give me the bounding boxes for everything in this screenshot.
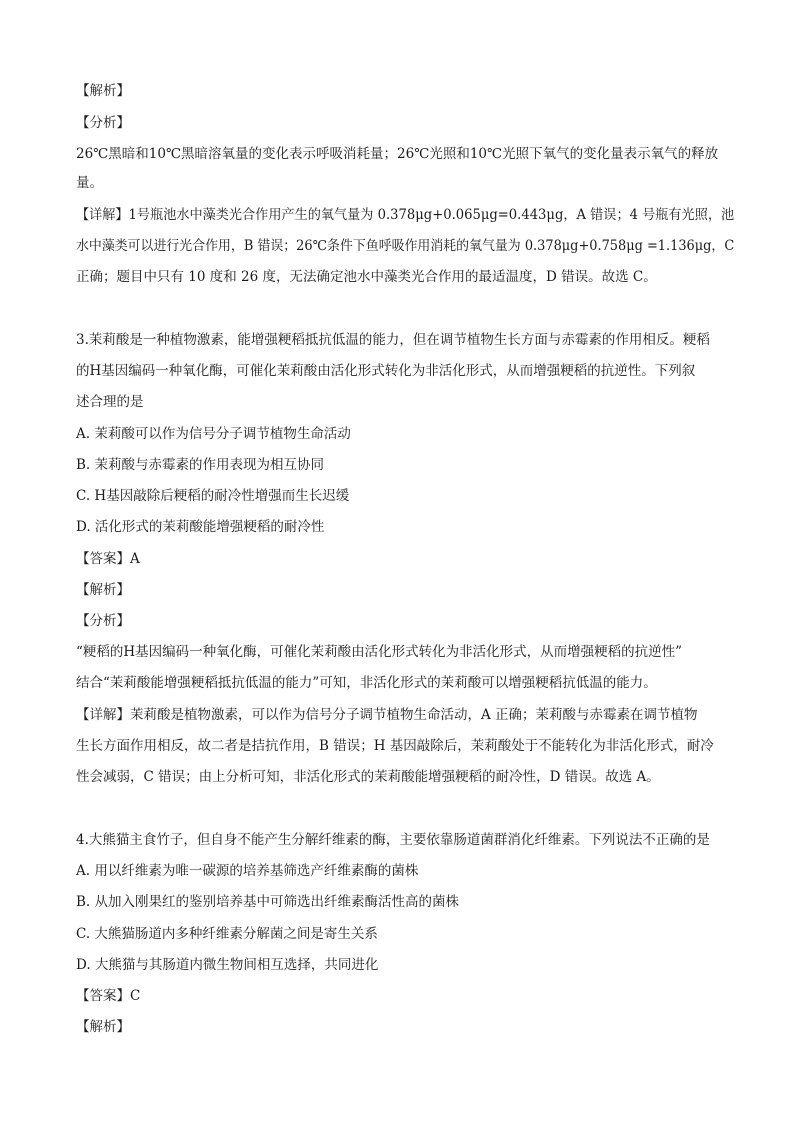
q3-xiangjie-line3: 性会减弱，C 错误；由上分析可知，非活化形式的茉莉酸能增强粳稻的耐冷性，D 错误。故选 A。 bbox=[76, 769, 660, 785]
fenxi-text-line1: 26℃黑暗和10℃黑暗溶氧量的变化表示呼吸消耗量；26℃光照和10℃光照下氧气的变化量表示氧气的释放 bbox=[76, 146, 719, 162]
q3-stem-line2: 的H基因编码一种氧化酶，可催化茉莉酸由活化形式转化为非活化形式，从而增强粳稻的抗逆性。下列叙 bbox=[76, 363, 696, 379]
q4-jiexi-heading: 【解析】 bbox=[76, 1019, 130, 1035]
q4-stem-line1: 4.大熊猫主食竹子，但自身不能产生分解纤维素的酶，主要依靠肠道菌群消化纤维素。下列说法不正确的是 bbox=[76, 832, 710, 848]
q3-fenxi-line1: “粳稻的H基因编码一种氧化酶，可催化茉莉酸由活化形式转化为非活化形式，从而增强粳稻的抗逆性” bbox=[76, 644, 683, 660]
fenxi-heading: 【分析】 bbox=[76, 115, 130, 131]
q4-answer: 【答案】C bbox=[76, 988, 141, 1004]
q3-xiangjie-line2: 生长方面作用相反，故二者是拮抗作用，B 错误；H 基因敲除后，茉莉酸处于不能转化为非活化形式，耐冷 bbox=[76, 738, 714, 754]
q3-answer: 【答案】A bbox=[76, 551, 140, 567]
q3-jiexi-heading: 【解析】 bbox=[76, 582, 130, 598]
q3-stem-line3: 述合理的是 bbox=[76, 394, 144, 410]
q3-option-b: B. 茉莉酸与赤霉素的作用表现为相互协同 bbox=[76, 457, 325, 473]
q3-option-c: C. H基因敲除后粳稻的耐冷性增强而生长迟缓 bbox=[76, 488, 350, 504]
q4-option-c: C. 大熊猫肠道内多种纤维素分解菌之间是寄生关系 bbox=[76, 926, 378, 942]
xiangjie-text-line3: 正确；题目中只有 10 度和 26 度，无法确定池水中藻类光合作用的最适温度，D 错误。故选 C。 bbox=[76, 269, 657, 285]
fenxi-text-line2: 量。 bbox=[76, 175, 103, 191]
q4-option-b: B. 从加入刚果红的鉴别培养基中可筛选出纤维素酶活性高的菌株 bbox=[76, 894, 460, 910]
q3-xiangjie-line1: 【详解】茉莉酸是植物激素，可以作为信号分子调节植物生命活动，A 正确；茉莉酸与赤霉素在调节植物 bbox=[76, 707, 698, 723]
q3-option-d: D. 活化形式的茉莉酸能增强粳稻的耐冷性 bbox=[76, 519, 325, 535]
q3-fenxi-heading: 【分析】 bbox=[76, 613, 130, 629]
q4-option-d: D. 大熊猫与其肠道内微生物间相互选择，共同进化 bbox=[76, 957, 379, 973]
xiangjie-text-line1: 【详解】1号瓶池水中藻类光合作用产生的氧气量为 0.378μg+0.065μg=0.443μg，A 错误；4 号瓶有光照，池 bbox=[76, 207, 735, 223]
q3-fenxi-line2: 结合“茉莉酸能增强粳稻抵抗低温的能力”可知，非活化形式的茉莉酸可以增强粳稻抗低温的能力。 bbox=[76, 675, 657, 691]
q3-option-a: A. 茉莉酸可以作为信号分子调节植物生命活动 bbox=[76, 426, 351, 442]
jiexi-heading: 【解析】 bbox=[76, 83, 130, 99]
xiangjie-text-line2: 水中藻类可以进行光合作用，B 错误；26℃条件下鱼呼吸作用消耗的氧气量为 0.378μg+0.758μg =1.136μg，C bbox=[76, 238, 735, 254]
q4-option-a: A. 用以纤维素为唯一碳源的培养基筛选产纤维素酶的菌株 bbox=[76, 863, 419, 879]
q3-stem-line1: 3.茉莉酸是一种植物激素，能增强粳稻抵抗低温的能力，但在调节植物生长方面与赤霉素的作用相反。粳稻 bbox=[76, 332, 710, 348]
